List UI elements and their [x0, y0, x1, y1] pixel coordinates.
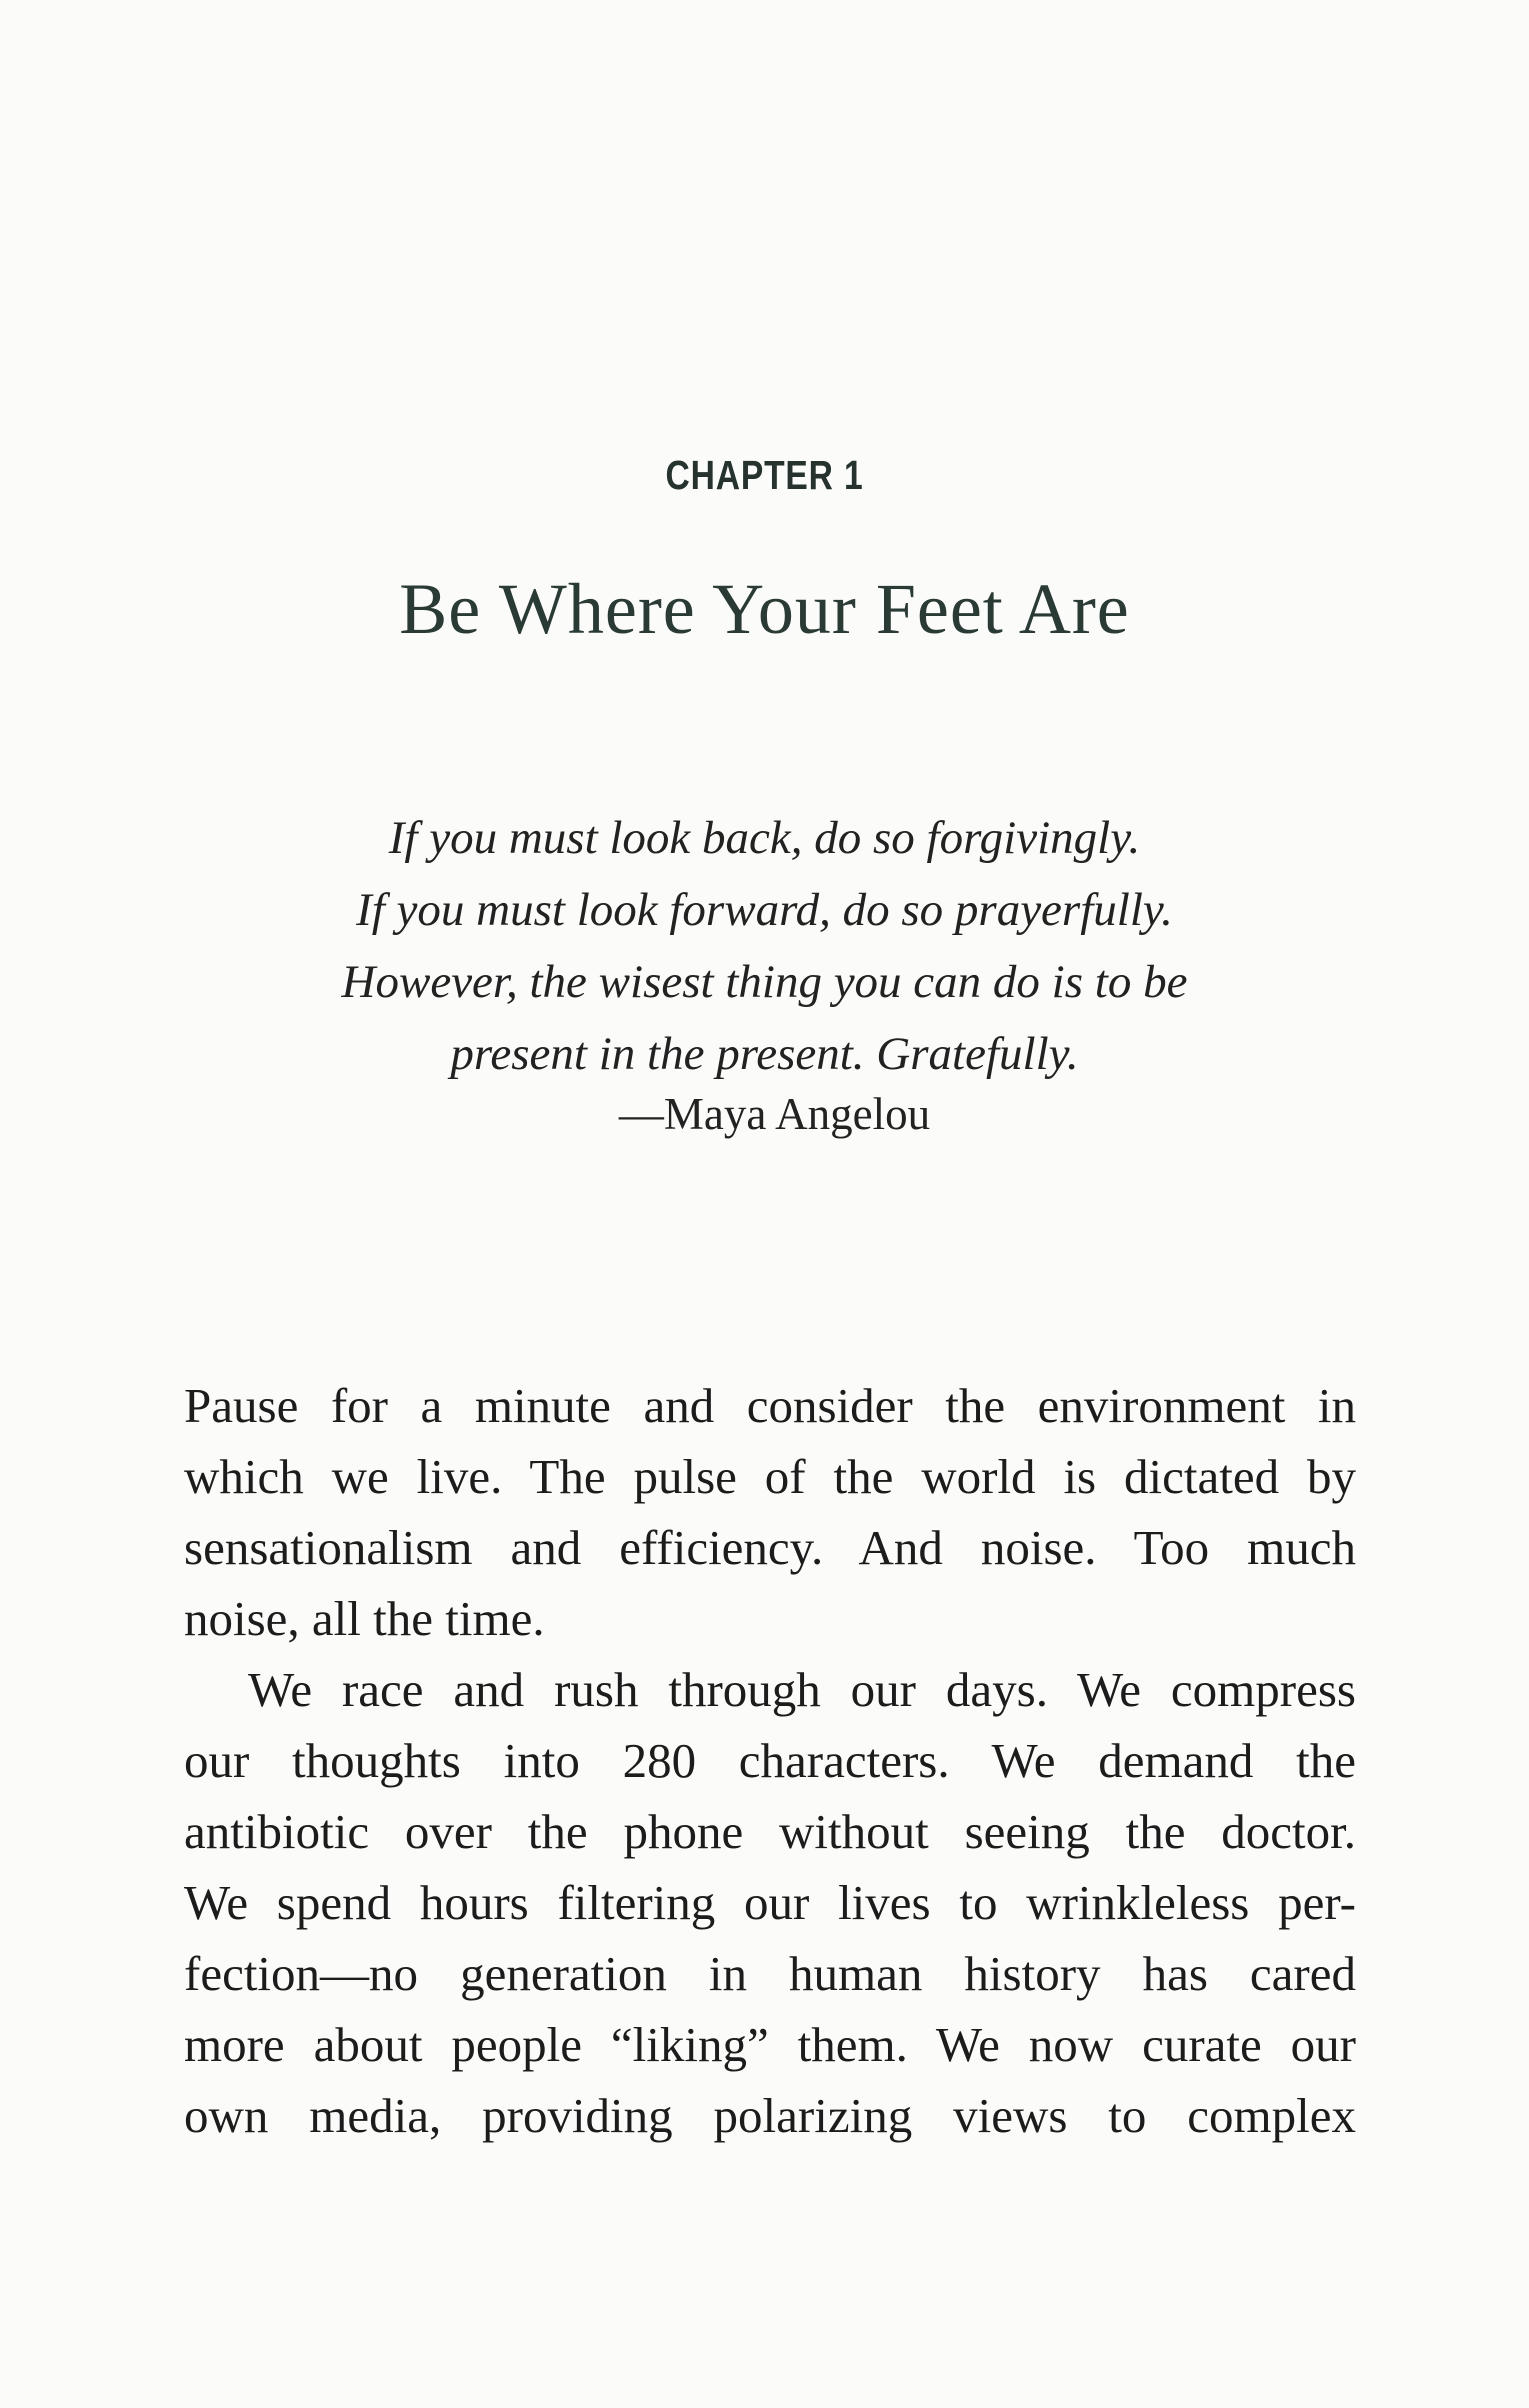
epigraph-line: However, the wisest thing you can do is to be	[341, 956, 1188, 1008]
epigraph-line: If you must look back, do so forgivingly.	[388, 812, 1141, 864]
body-line: which we live. The pulse of the world is dictated by	[184, 1449, 1356, 1504]
body-line: noise, all the time.	[184, 1591, 545, 1646]
body-line: own media, providing polarizing views to complex	[184, 2088, 1356, 2143]
body-line: Pause for a minute and consider the environment in	[184, 1378, 1356, 1433]
epigraph-line: present in the present. Gratefully.	[450, 1028, 1079, 1080]
epigraph-line: If you must look forward, do so prayerfully.	[356, 884, 1173, 936]
body-line: our thoughts into 280 characters. We demand the	[184, 1733, 1356, 1788]
body-text	[184, 1370, 1356, 2151]
body-line: fection—no generation in human history has cared	[184, 1946, 1356, 2001]
epigraph-attribution: —Maya Angelou	[618, 1089, 931, 1139]
epigraph	[0, 802, 1529, 1090]
body-line: sensationalism and efficiency. And noise. Too much	[184, 1520, 1356, 1575]
body-line: antibiotic over the phone without seeing the doctor.	[184, 1804, 1356, 1859]
body-line: We spend hours filtering our lives to wrinkleless per-	[184, 1875, 1356, 1930]
body-line: We race and rush through our days. We compress	[248, 1662, 1356, 1717]
chapter-label: CHAPTER 1	[665, 452, 864, 498]
body-line: more about people “liking” them. We now curate our	[184, 2017, 1356, 2072]
chapter-title: Be Where Your Feet Are	[399, 569, 1130, 649]
